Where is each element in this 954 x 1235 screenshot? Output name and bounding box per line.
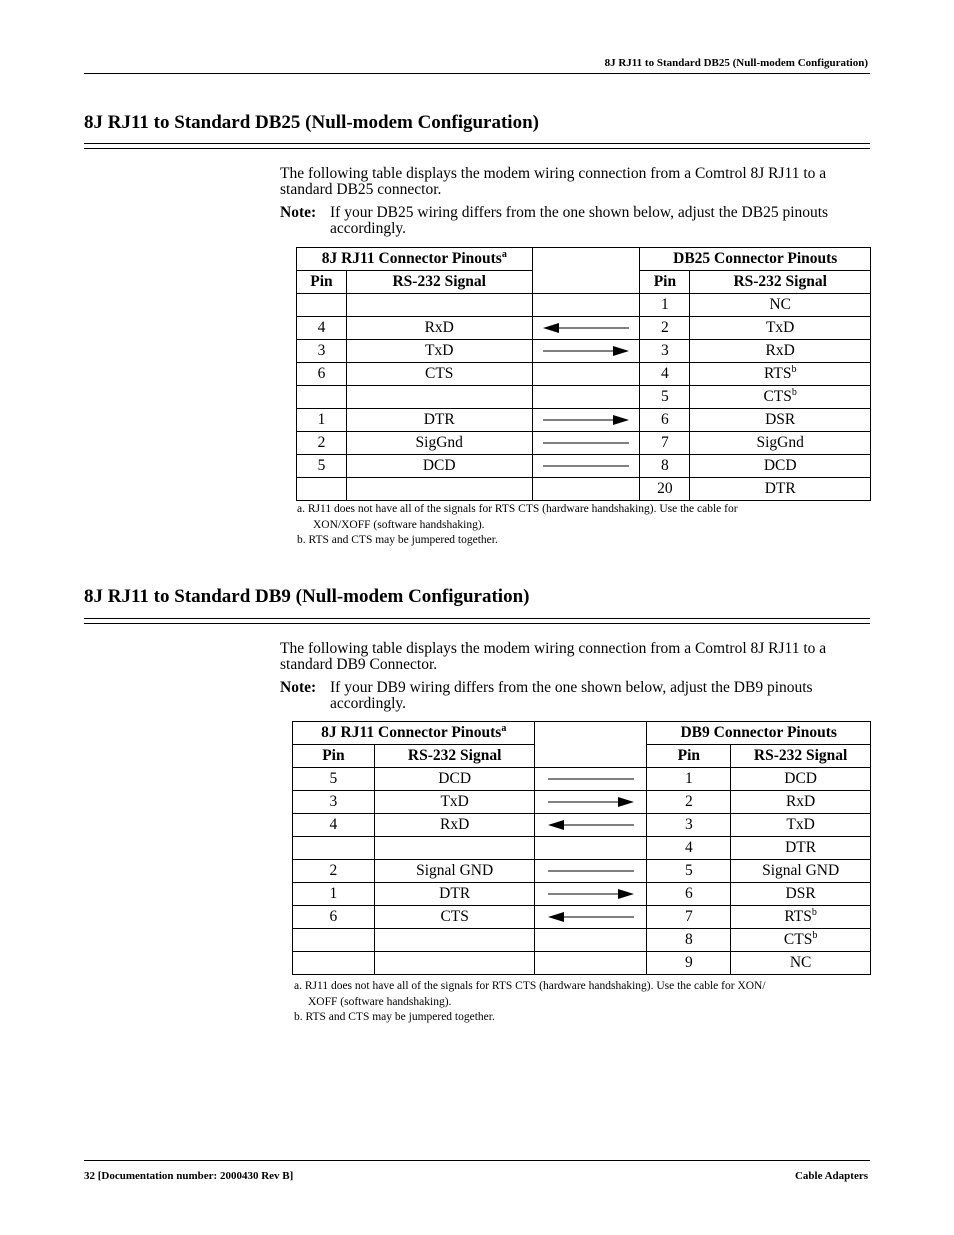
connection-cell: [535, 906, 647, 929]
section-rule: [84, 143, 870, 144]
db-pin: 1: [640, 294, 690, 317]
footer-rule: [84, 1160, 870, 1161]
arrow-left-icon: [543, 322, 629, 334]
rj11-pin: 4: [297, 317, 347, 340]
note: [280, 680, 870, 714]
table-row: [297, 317, 871, 340]
arrow-left-icon: [548, 911, 634, 923]
rj11-signal: TxD: [346, 340, 532, 363]
db-signal: Signal GND: [731, 860, 871, 883]
db25-group-header: DB25 Connector Pinouts: [640, 248, 871, 271]
rj11-pin: [293, 929, 375, 952]
rj11-pin: [297, 478, 347, 501]
section-rule: [84, 618, 870, 619]
footnote-a: a. RJ11 does not have all of the signals for RTS CTS (hardware handshaking). Use the cable for XON/XOFF (software handshaking).: [297, 503, 738, 531]
rj11-pin: 4: [293, 814, 375, 837]
rj11-signal: CTS: [374, 906, 535, 929]
running-header: 8J RJ11 to Standard DB25 (Null-modem Configuration): [604, 57, 868, 69]
db-pin: 2: [640, 317, 690, 340]
table-row: [293, 883, 871, 906]
footer-chapter: Cable Adapters: [794, 1170, 868, 1182]
connection-cell: [535, 952, 647, 975]
rj11-signal: RxD: [374, 814, 535, 837]
col-signal: RS-232 Signal: [374, 745, 535, 768]
connection-line-icon: [548, 865, 634, 877]
connection-cell: [535, 791, 647, 814]
pinout-table-db25: [296, 247, 871, 501]
connection-cell: [532, 294, 640, 317]
db-pin: 20: [640, 478, 690, 501]
table-row: [297, 386, 871, 409]
db-signal: DSR: [690, 409, 871, 432]
footnote-b: b. RTS and CTS may be jumpered together.: [297, 534, 498, 546]
rj11-signal: DCD: [346, 455, 532, 478]
connection-cell: [535, 860, 647, 883]
note: [280, 205, 870, 239]
rj11-pin: 1: [297, 409, 347, 432]
rj11-pin: 5: [293, 768, 375, 791]
rj11-pin: 6: [297, 363, 347, 386]
connection-line-icon: [548, 773, 634, 785]
connection-cell: [535, 837, 647, 860]
footnote-a: a. RJ11 does not have all of the signals for RTS CTS (hardware handshaking). Use the cable for XON/ XOFF (software handshaking).: [294, 980, 766, 1008]
table-row: [297, 455, 871, 478]
table-row: [293, 906, 871, 929]
connection-cell: [535, 768, 647, 791]
table-row: [297, 409, 871, 432]
db-signal: CTS$^b$: [731, 929, 871, 952]
note-label: Note:: [280, 204, 317, 221]
db-signal: CTS$^b$: [690, 386, 871, 409]
connection-cell: [532, 340, 640, 363]
db-pin: 6: [640, 409, 690, 432]
rj11-pin: [293, 837, 375, 860]
db-signal: TxD: [690, 317, 871, 340]
db-pin: 8: [647, 929, 731, 952]
db-pin: 8: [640, 455, 690, 478]
db-pin: 5: [647, 860, 731, 883]
note-text: If your DB25 wiring differs from the one shown below, adjust the DB25 pinouts accordingly.: [330, 204, 829, 237]
table-row: [293, 952, 871, 975]
pinout-table-db9: [292, 721, 871, 975]
table-row: [293, 860, 871, 883]
connection-cell: [535, 929, 647, 952]
col-pin: Pin: [640, 271, 690, 294]
db-signal: DCD: [731, 768, 871, 791]
arrow-column-header: [535, 722, 647, 768]
rj11-signal: TxD: [374, 791, 535, 814]
connection-line-icon: [543, 437, 629, 449]
rj11-signal: DTR: [346, 409, 532, 432]
rj11-signal: Signal GND: [374, 860, 535, 883]
table-row: [297, 478, 871, 501]
col-signal: RS-232 Signal: [346, 271, 532, 294]
footnote-marker: b: [812, 930, 818, 941]
header-rule: [84, 73, 870, 74]
db-pin: 4: [647, 837, 731, 860]
intro-paragraph: The following table displays the modem wiring connection from a Comtrol 8J RJ11 to a standard DB25 connector.: [280, 165, 827, 198]
arrow-column-header: [532, 248, 640, 294]
connection-cell: [532, 363, 640, 386]
rj11-pin: 2: [293, 860, 375, 883]
db-pin: 7: [640, 432, 690, 455]
rj11-pin: 2: [297, 432, 347, 455]
col-signal: RS-232 Signal: [690, 271, 871, 294]
db-pin: 3: [647, 814, 731, 837]
db-signal: TxD: [731, 814, 871, 837]
connection-line-icon: [543, 460, 629, 472]
arrow-right-icon: [548, 888, 634, 900]
db-signal: NC: [731, 952, 871, 975]
note-label: Note:: [280, 679, 317, 696]
connection-cell: [532, 432, 640, 455]
db-signal: RTS$^b$: [731, 906, 871, 929]
arrow-right-icon: [543, 345, 629, 357]
rj11-pin: 3: [297, 340, 347, 363]
rj11-signal: [374, 837, 535, 860]
intro-paragraph: The following table displays the modem wiring connection from a Comtrol 8J RJ11 to a standard DB9 Connector.: [280, 640, 827, 673]
db-pin: 1: [647, 768, 731, 791]
col-signal: RS-232 Signal: [731, 745, 871, 768]
table-row: [297, 432, 871, 455]
db-pin: 5: [640, 386, 690, 409]
footnote-b: b. RTS and CTS may be jumpered together.: [294, 1011, 495, 1023]
rj11-pin: [297, 386, 347, 409]
note-text: If your DB9 wiring differs from the one shown below, adjust the DB9 pinouts accordingly.: [330, 679, 813, 712]
rj11-pin: [293, 952, 375, 975]
db9-group-header: DB9 Connector Pinouts: [647, 722, 871, 745]
db-pin: 4: [640, 363, 690, 386]
db-signal: DTR: [690, 478, 871, 501]
table-row: [293, 814, 871, 837]
footnote-marker: b: [811, 907, 817, 918]
db-pin: 7: [647, 906, 731, 929]
db-pin: 6: [647, 883, 731, 906]
rj11-signal: [374, 929, 535, 952]
table-row: [293, 837, 871, 860]
db-signal: DCD: [690, 455, 871, 478]
arrow-right-icon: [543, 414, 629, 426]
footer-doc-number: 32 [Documentation number: 2000430 Rev B]: [84, 1170, 294, 1182]
db-pin: 2: [647, 791, 731, 814]
db-signal: NC: [690, 294, 871, 317]
table-row: [293, 929, 871, 952]
table-row: [297, 294, 871, 317]
rj11-signal: SigGnd: [346, 432, 532, 455]
connection-cell: [535, 883, 647, 906]
table-row: [297, 363, 871, 386]
rj11-signal: DCD: [374, 768, 535, 791]
col-pin: Pin: [297, 271, 347, 294]
table-row: [293, 768, 871, 791]
section-rule: [84, 623, 870, 624]
connection-cell: [532, 409, 640, 432]
db-signal: DTR: [731, 837, 871, 860]
rj11-signal: DTR: [374, 883, 535, 906]
db-signal: RxD: [690, 340, 871, 363]
connection-cell: [535, 814, 647, 837]
arrow-right-icon: [548, 796, 634, 808]
rj11-pin: 5: [297, 455, 347, 478]
rj11-signal: [346, 386, 532, 409]
db-signal: SigGnd: [690, 432, 871, 455]
section-rule: [84, 148, 870, 149]
table-row: [297, 340, 871, 363]
rj11-group-header: 8J RJ11 Connector Pinouts$^a$: [293, 722, 535, 745]
section-title-db25: 8J RJ11 to Standard DB25 (Null-modem Configuration): [84, 112, 539, 133]
footnote-marker: b: [791, 364, 797, 375]
db-pin: 3: [640, 340, 690, 363]
db-signal: DSR: [731, 883, 871, 906]
rj11-pin: 1: [293, 883, 375, 906]
connection-cell: [532, 317, 640, 340]
section-title-db9: 8J RJ11 to Standard DB9 (Null-modem Configuration): [84, 586, 530, 607]
connection-cell: [532, 455, 640, 478]
col-pin: Pin: [293, 745, 375, 768]
rj11-signal: [346, 294, 532, 317]
arrow-left-icon: [548, 819, 634, 831]
col-pin: Pin: [647, 745, 731, 768]
connection-cell: [532, 478, 640, 501]
rj11-signal: RxD: [346, 317, 532, 340]
rj11-signal: CTS: [346, 363, 532, 386]
footnote-marker: b: [791, 387, 797, 398]
db-pin: 9: [647, 952, 731, 975]
rj11-pin: 3: [293, 791, 375, 814]
connection-cell: [532, 386, 640, 409]
rj11-pin: [297, 294, 347, 317]
rj11-signal: [346, 478, 532, 501]
db-signal: RTS$^b$: [690, 363, 871, 386]
table-row: [293, 791, 871, 814]
rj11-group-header: 8J RJ11 Connector Pinouts$^a$: [297, 248, 533, 271]
rj11-signal: [374, 952, 535, 975]
db-signal: RxD: [731, 791, 871, 814]
rj11-pin: 6: [293, 906, 375, 929]
